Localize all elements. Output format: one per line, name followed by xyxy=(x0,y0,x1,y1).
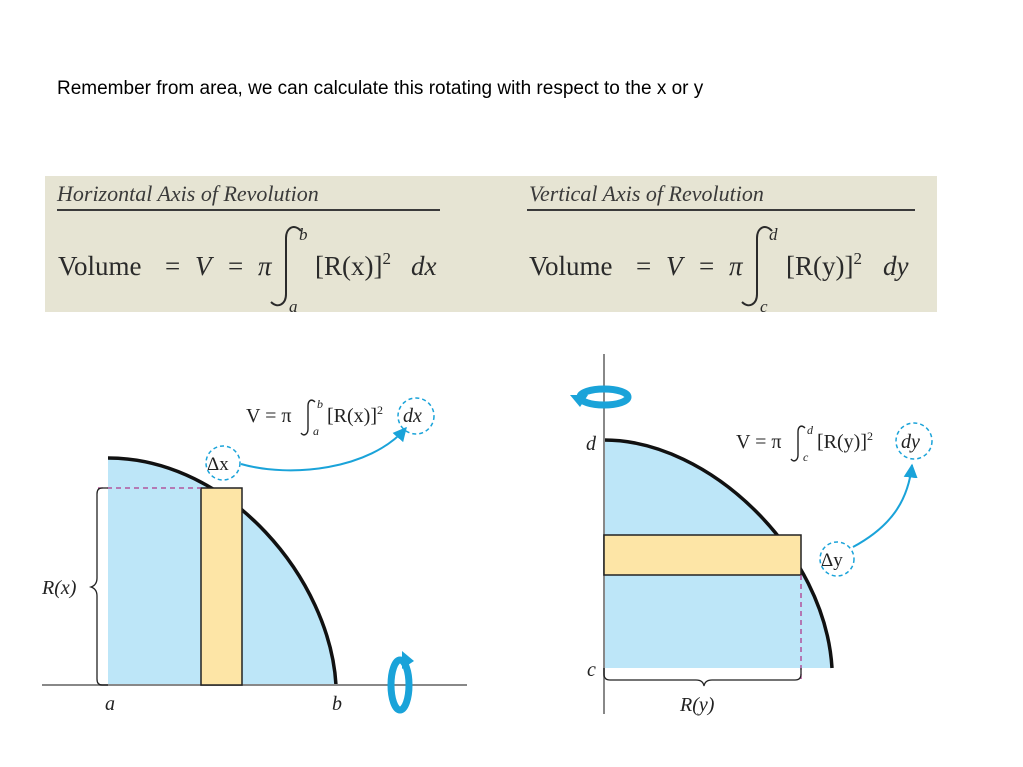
radius-label: R(x) xyxy=(42,577,77,599)
delta-x-label: Δx xyxy=(207,454,229,475)
volume-word: Volume xyxy=(58,251,142,281)
equals-sign: = xyxy=(699,251,715,281)
dx-label: dx xyxy=(403,405,422,427)
slide-heading: Remember from area, we can calculate this rotating with respect to the x or y xyxy=(57,78,704,99)
delta-y-label: Δy xyxy=(821,550,843,571)
axis-label-a: a xyxy=(105,693,115,715)
radius-brace xyxy=(91,488,108,685)
representative-rectangle xyxy=(201,488,242,685)
horizontal-axis-title: Horizontal Axis of Revolution xyxy=(57,181,319,206)
upper-limit: b xyxy=(299,225,308,244)
formula-panel xyxy=(45,176,937,312)
axis-label-d: d xyxy=(586,433,596,455)
equals-sign: = xyxy=(228,251,244,281)
integral-sign xyxy=(271,227,301,305)
lower-limit: a xyxy=(289,297,298,312)
equals-sign: = xyxy=(165,251,181,281)
delta-to-dx-arrow xyxy=(241,428,406,470)
integrand: $[R(x)]^2$ xyxy=(315,249,391,281)
representative-rectangle xyxy=(604,535,801,575)
integral-sign xyxy=(742,227,772,305)
delta-to-dy-arrow xyxy=(853,465,912,547)
vertical-axis-title: Vertical Axis of Revolution xyxy=(529,181,764,206)
lower-limit: c xyxy=(803,450,809,464)
lower-limit: a xyxy=(313,424,319,438)
vertical-revolution-figure xyxy=(570,352,990,722)
horizontal-revolution-figure xyxy=(30,380,500,720)
rotation-arrow-icon xyxy=(570,389,628,407)
pi-symbol: π xyxy=(729,251,743,281)
volume-formulas xyxy=(45,176,937,312)
integrand: $[R(y)]^2$ xyxy=(786,249,862,281)
integral-formula-lhs: V = π xyxy=(736,431,782,453)
dy-label: dy xyxy=(901,431,920,453)
radius-label: R(y) xyxy=(680,694,715,716)
pi-symbol: π xyxy=(258,251,272,281)
integrand: $[R(x)]^2$ xyxy=(327,403,383,427)
radius-brace xyxy=(604,668,801,686)
horizontal-volume-formula xyxy=(58,225,437,312)
equals-sign: = xyxy=(636,251,652,281)
lower-limit: c xyxy=(760,297,768,312)
integral-formula-lhs: V = π xyxy=(246,405,292,427)
volume-symbol: V xyxy=(666,251,683,281)
upper-limit: d xyxy=(807,423,813,437)
differential: dx xyxy=(411,251,437,281)
upper-limit: b xyxy=(317,397,323,411)
integrand: $[R(y)]^2$ xyxy=(817,429,873,453)
upper-limit: d xyxy=(769,225,778,244)
rotation-arrow-icon xyxy=(391,651,414,710)
axis-label-c: c xyxy=(587,659,596,681)
axis-label-b: b xyxy=(332,693,342,715)
vertical-volume-formula xyxy=(529,225,909,312)
volume-symbol: V xyxy=(195,251,212,281)
differential: dy xyxy=(883,251,909,281)
volume-word: Volume xyxy=(529,251,613,281)
